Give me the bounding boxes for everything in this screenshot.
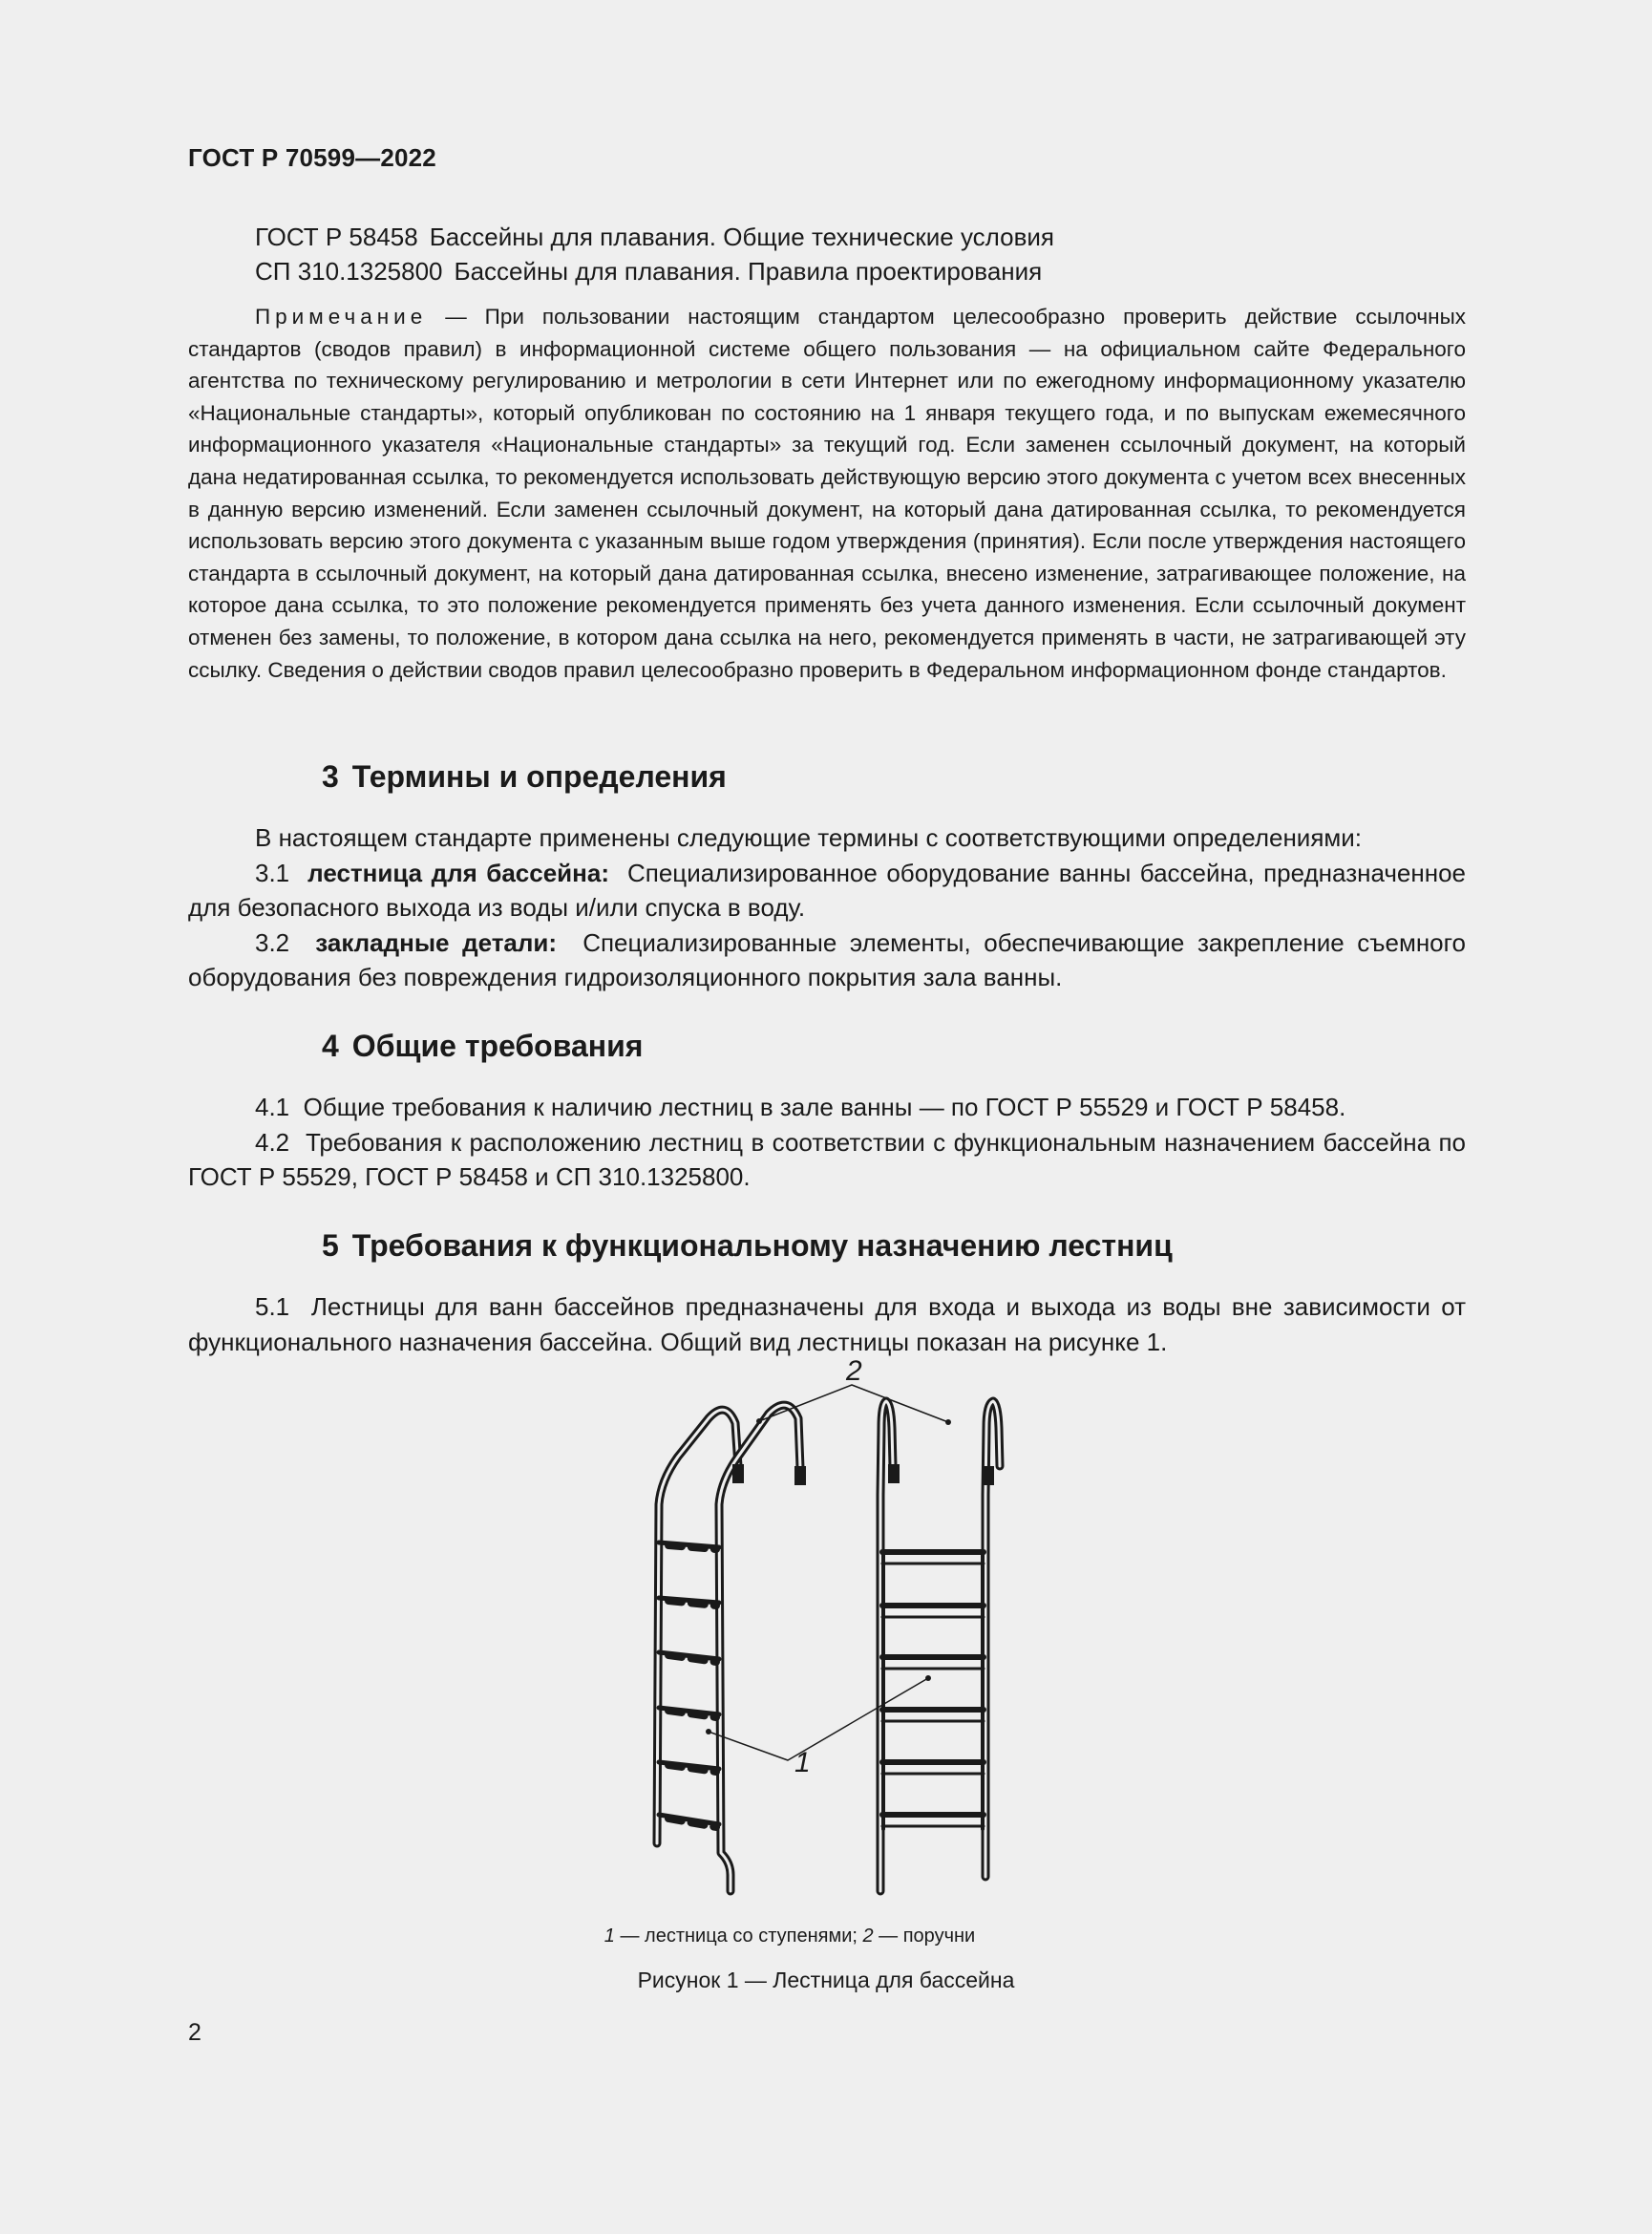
section-5 xyxy=(188,1226,1466,1359)
section-4 xyxy=(188,1027,1466,1195)
figure-legend xyxy=(0,1925,1579,1947)
reference-code: СП 310.1325800 xyxy=(255,257,443,286)
section-title: Требования к функциональному назначению лестниц xyxy=(351,1228,1173,1263)
item-4-1 xyxy=(188,1090,1466,1125)
callout-1-leader xyxy=(709,1678,928,1760)
reference-title: Бассейны для плавания. Общие технические условия xyxy=(429,223,1054,251)
term-3-2 xyxy=(188,926,1466,995)
figure-caption: Рисунок 1 — Лестница для бассейна xyxy=(637,1968,1015,1992)
section-3 xyxy=(188,757,1466,995)
term-name: закладные детали: xyxy=(315,927,558,957)
section-4-heading xyxy=(188,1027,1466,1065)
section-5-heading xyxy=(188,1226,1466,1265)
item-5-1 xyxy=(188,1289,1466,1359)
section-title: Общие требования xyxy=(351,1029,644,1063)
page-number: 2 xyxy=(188,2019,201,2046)
section-number: 5 xyxy=(322,1228,339,1263)
section-3-heading xyxy=(188,757,1466,796)
normative-references xyxy=(255,220,1054,288)
term-number: 3.2 xyxy=(255,927,290,957)
note-paragraph xyxy=(188,301,1466,686)
legend-text: — лестница со ступенями; xyxy=(614,1925,863,1947)
item-number: 4.2 xyxy=(255,1127,290,1157)
legend-number: 1 xyxy=(604,1925,615,1947)
item-text: Общие требования к наличию лестниц в зале ванны — по ГОСТ Р 55529 и ГОСТ Р 58458. xyxy=(303,1093,1346,1121)
term-definition: Специализированные элементы, обеспечивающие закрепление съемного оборудования без повреждения гидроизоляционного покрытия зала ванны. xyxy=(188,927,1467,992)
callout-1-label: 1 xyxy=(794,1747,811,1778)
item-text: Лестницы для ванн бассейнов предназначены для входа и выхода из воды вне зависимости от функционального назначения бассейна. Общий вид лестницы показан на рисунке 1. xyxy=(188,1292,1466,1356)
term-definition: Специализированное оборудование ванны бассейна, предназначенное для безопасного выхода из воды и/или спуска в воду. xyxy=(188,858,1467,923)
item-number: 4.1 xyxy=(255,1093,290,1121)
note-text: — При пользовании настоящим стандартом целесообразно проверить действие ссылочных стандартов (сводов правил) в информационной системе общего пользования — на официальном сайте Федерального агентства по техническому регулированию и метрологии в сети Интернет или по ежегодному информационному указателю «Национальные стандарты», который опубликован по состоянию на 1 января текущего года, и по выпускам ежемесячного информационного указателя «Национальные стандарты» за текущий год. Если заменен ссылочный документ, на который дана недатированная ссылка, то рекомендуется использовать действующую версию этого документа с учетом всех внесенных в данную версию изменений. Если заменен ссылочный документ, на который дана датированная ссылка, то рекомендуется использовать версию этого документа с указанным выше годом утверждения (принятия). Если после утверждения настоящего стандарта в ссылочный документ, на который дана датированная ссылка, внесено изменение, затрагивающее положение, на которое дана ссылка, то это положение рекомендуется применять без учета данного изменения. Если ссылочный документ отменен без замены, то положение, в котором дана ссылка на него, рекомендуется применять в части, не затрагивающей эту ссылку. Сведения о действии сводов правил целесообразно проверить в Федеральном информационном фонде стандартов. xyxy=(188,305,1466,682)
section-number: 4 xyxy=(322,1029,339,1063)
left-ladder-front-rail xyxy=(719,1405,800,1891)
legend-text: — поручни xyxy=(873,1925,976,1947)
term-name: лестница для бассейна: xyxy=(307,858,609,887)
reference-item xyxy=(255,254,1054,288)
section-title: Термины и определения xyxy=(351,759,727,794)
reference-item xyxy=(255,220,1054,254)
legend-number: 2 xyxy=(862,1925,874,1947)
item-text: Требования к расположению лестниц в соответствии с функциональным назначением бассейна по ГОСТ Р 55529, ГОСТ Р 58458 и СП 310.1325800. xyxy=(188,1127,1466,1192)
section-number: 3 xyxy=(322,759,339,794)
item-number: 5.1 xyxy=(255,1292,290,1321)
term-number: 3.1 xyxy=(255,858,290,887)
reference-code: ГОСТ Р 58458 xyxy=(255,223,418,251)
section-3-intro: В настоящем стандарте применены следующие термины с соответствующими определениями: xyxy=(255,823,1363,852)
callout-2-label: 2 xyxy=(846,1355,862,1387)
pool-ladder-figure xyxy=(630,1355,1050,1905)
document-code-header: ГОСТ Р 70599—2022 xyxy=(188,143,436,172)
item-4-2 xyxy=(188,1125,1466,1195)
note-label: Примечание xyxy=(255,305,428,329)
term-3-1 xyxy=(188,856,1466,926)
reference-title: Бассейны для плавания. Правила проектирования xyxy=(454,257,1043,286)
